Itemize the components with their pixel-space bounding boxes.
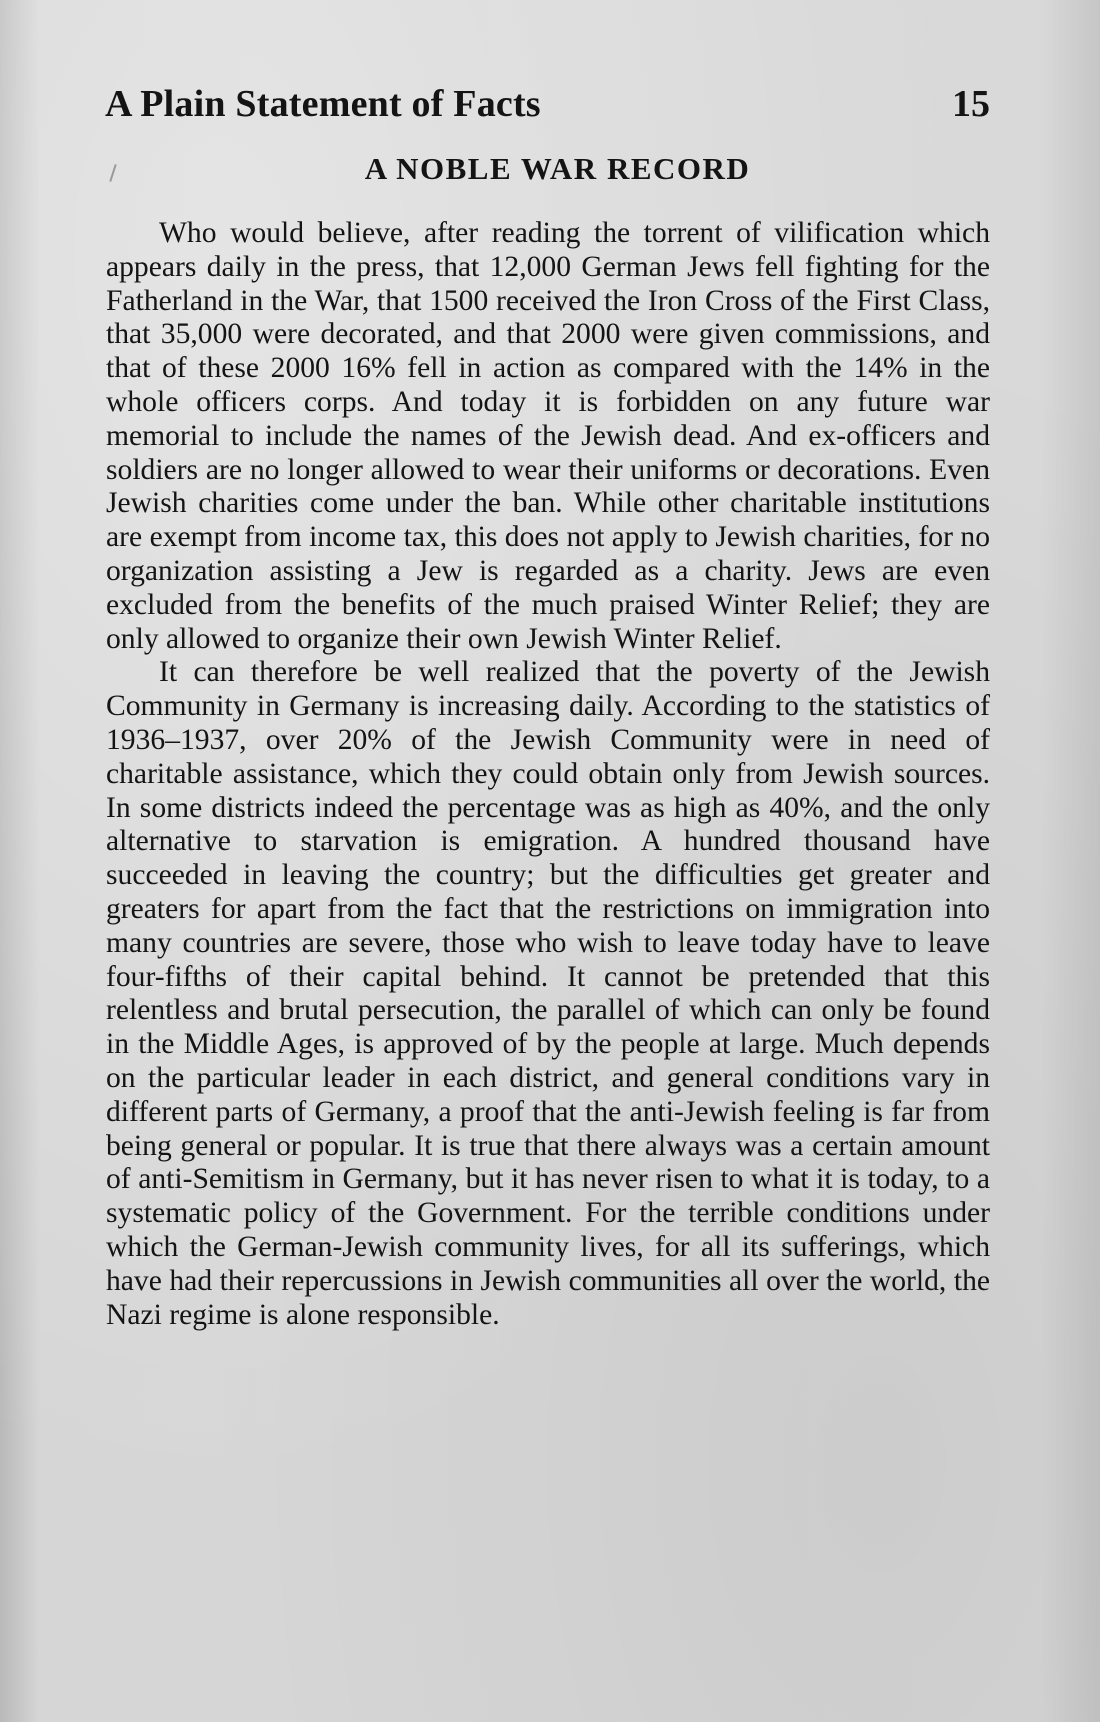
page-number: 15 [952,83,990,125]
body-text [106,217,990,1332]
paragraph: It can therefore be well realized that the poverty of the Jewish Community in Germany is increasing daily. According to the statistics of 1936–1937, over 20% of the Jewish Community were in need of charitable assistance, which they could obtain only from Jewish sources. In some districts indeed the percentage was as high as 40%, and the only alternative to starvation is emigration. A hundred thousand have succeeded in leaving the country; but the difficulties get greater and greaters for apart from the fact that the restrictions on immigration into many countries are severe, those who wish to leave today have to leave four-fifths of their capital behind. It cannot be pretended that this relentless and brutal persecution, the parallel of which can only be found in the Middle Ages, is approved of by the people at large. Much depends on the particular leader in each district, and general conditions vary in different parts of Germany, a proof that the anti-Jewish feeling is far from being general or popular. It is true that there always was a certain amount of anti-Semitism in Germany, but it has never risen to what it is today, to a systematic policy of the Government. For the terrible conditions under which the German-Jewish community lives, for all its sufferings, which have had their repercussions in Jewish communities all over the world, the Nazi regime is alone responsible. [106,656,990,1331]
running-title: A Plain Statement of Facts [105,83,541,125]
section-heading: A NOBLE WAR RECORD [364,151,751,186]
paragraph: Who would believe, after reading the torrent of vilification which appears daily in the press, that 12,000 German Jews fell fighting for the Fatherland in the War, that 1500 received the Iron Cross of the First Class, that 35,000 were decorated, and that 2000 were given commissions, and that of these 2000 16% fell in action as compared with the 14% in the whole officers corps. And today it is forbidden on any future war memorial to include the names of the Jewish dead. And ex-officers and soldiers are no longer allowed to wear their uniforms or decorations. Even Jewish charities come under the ban. While other charitable institutions are exempt from income tax, this does not apply to Jewish charities, for no organization assisting a Jew is regarded as a charity. Jews are even excluded from the benefits of the much praised Winter Relief; they are only allowed to organize their own Jewish Winter Relief. [106,217,990,655]
page-header [105,82,990,130]
